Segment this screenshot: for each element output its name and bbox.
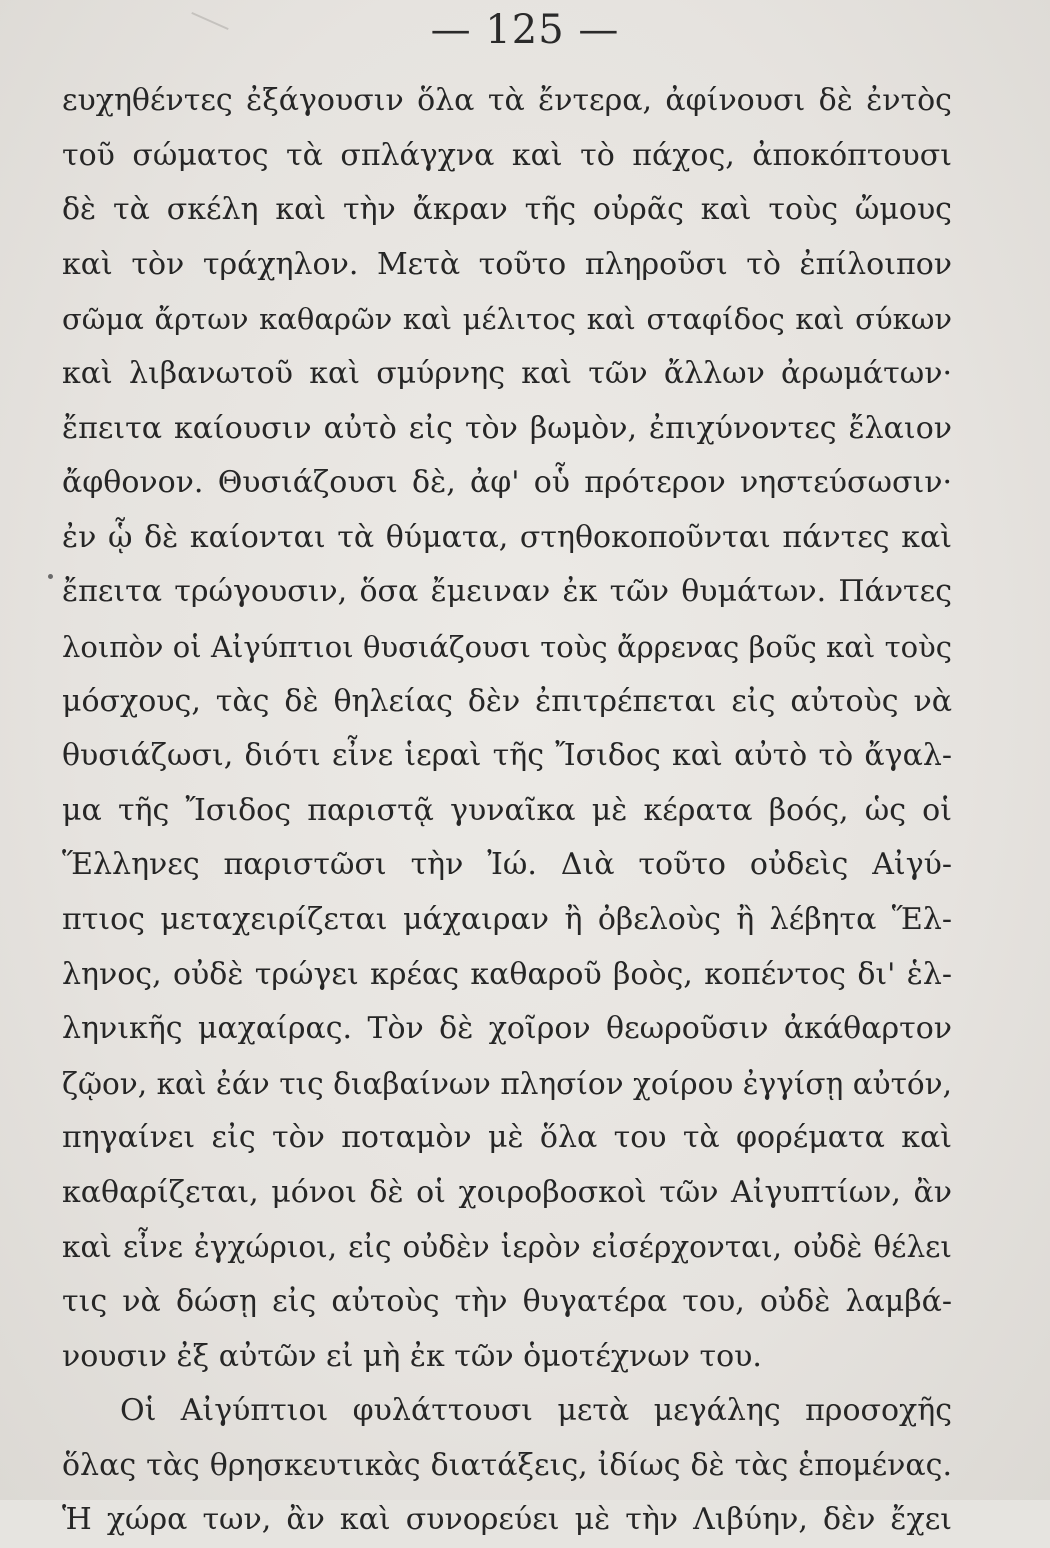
paragraph-1 — [62, 74, 952, 1384]
text-line: ληνος, οὐδὲ τρώγει κρέας καθαροῦ βοὸς, κοπέντος δι' ἑλ- — [62, 956, 952, 992]
text-line: ληνικῆς μαχαίρας. Τὸν δὲ χοῖρον θεωροῦσιν ἀκάθαρτον — [62, 1011, 952, 1047]
text-line: καὶ λιβανωτοῦ καὶ σμύρνης καὶ τῶν ἄλλων ἀρωμάτων· — [62, 355, 952, 391]
text-line: μα τῆς Ἴσιδος παριστᾷ γυναῖκα μὲ κέρατα βοός, ὡς οἱ — [62, 792, 952, 828]
text-line: Οἱ Αἰγύπτιοι φυλάττουσι μετὰ μεγάλης προσοχῆς — [120, 1393, 952, 1429]
text-line: νουσιν ἐξ αὐτῶν εἰ μὴ ἐκ τῶν ὁμοτέχνων του. — [62, 1338, 762, 1374]
body-text — [62, 74, 952, 1548]
text-line: πτιος μεταχειρίζεται μάχαιραν ἢ ὀβελοὺς ἢ λέβητα Ἕλ- — [62, 901, 952, 937]
text-line: ὅλας τὰς θρησκευτικὰς διατάξεις, ἰδίως δὲ τὰς ἑπομένας. — [62, 1447, 952, 1483]
page-number: — 125 — — [430, 7, 620, 53]
text-line: καθαρίζεται, μόνοι δὲ οἱ χοιροβοσκοὶ τῶν Αἰγυπτίων, ἂν — [62, 1174, 952, 1210]
text-line: σῶμα ἄρτων καθαρῶν καὶ μέλιτος καὶ σταφίδος καὶ σύκων — [62, 302, 952, 337]
text-line: μόσχους, τὰς δὲ θηλείας δὲν ἐπιτρέπεται εἰς αὐτοὺς νὰ — [62, 683, 952, 719]
text-line: τις νὰ δώσῃ εἰς αὐτοὺς τὴν θυγατέρα του, οὐδὲ λαμβά- — [62, 1284, 952, 1320]
text-line: Ἡ χώρα των, ἂν καὶ συνορεύει μὲ τὴν Λιβύην, δὲν ἔχει — [62, 1502, 952, 1538]
text-line: ἔπειτα καίουσιν αὐτὸ εἰς τὸν βωμὸν, ἐπιχύνοντες ἔλαιον — [62, 410, 952, 446]
text-line: ζῷον, καὶ ἐάν τις διαβαίνων πλησίον χοίρου ἐγγίσῃ αὐτόν, — [62, 1066, 952, 1101]
paragraph-2 — [62, 1384, 952, 1548]
text-line: πηγαίνει εἰς τὸν ποταμὸν μὲ ὅλα του τὰ φορέματα καὶ — [62, 1120, 952, 1156]
text-line: ἐν ᾧ δὲ καίονται τὰ θύματα, στηθοκοποῦνται πάντες καὶ — [62, 519, 952, 555]
text-line: Ἕλληνες παριστῶσι τὴν Ἰώ. Διὰ τοῦτο οὐδεὶς Αἰγύ- — [62, 847, 952, 883]
text-line: ἄφθονον. Θυσιάζουσι δὲ, ἀφ' οὗ πρότερον νηστεύσωσιν· — [62, 465, 952, 501]
text-line: λοιπὸν οἱ Αἰγύπτιοι θυσιάζουσι τοὺς ἄρρενας βοῦς καὶ τοὺς — [62, 629, 952, 664]
text-line: ἔπειτα τρώγουσιν, ὅσα ἔμειναν ἐκ τῶν θυμάτων. Πάντες — [62, 574, 952, 610]
text-line: θυσιάζωσι, διότι εἶνε ἱεραὶ τῆς Ἴσιδος καὶ αὐτὸ τὸ ἄγαλ- — [62, 738, 952, 774]
text-line: καὶ τὸν τράχηλον. Μετὰ τοῦτο πληροῦσι τὸ ἐπίλοιπον — [62, 246, 952, 282]
text-line: τοῦ σώματος τὰ σπλάγχνα καὶ τὸ πάχος, ἀποκόπτουσι — [62, 137, 952, 173]
text-line: καὶ εἶνε ἐγχώριοι, εἰς οὐδὲν ἱερὸν εἰσέρχονται, οὐδὲ θέλει — [62, 1230, 952, 1265]
margin-dot — [48, 574, 53, 579]
text-line: ευχηθέντες ἐξάγουσιν ὅλα τὰ ἔντερα, ἀφίνουσι δὲ ἐντὸς — [62, 83, 952, 118]
text-line: δὲ τὰ σκέλη καὶ τὴν ἄκραν τῆς οὐρᾶς καὶ τοὺς ὤμους — [62, 192, 952, 228]
